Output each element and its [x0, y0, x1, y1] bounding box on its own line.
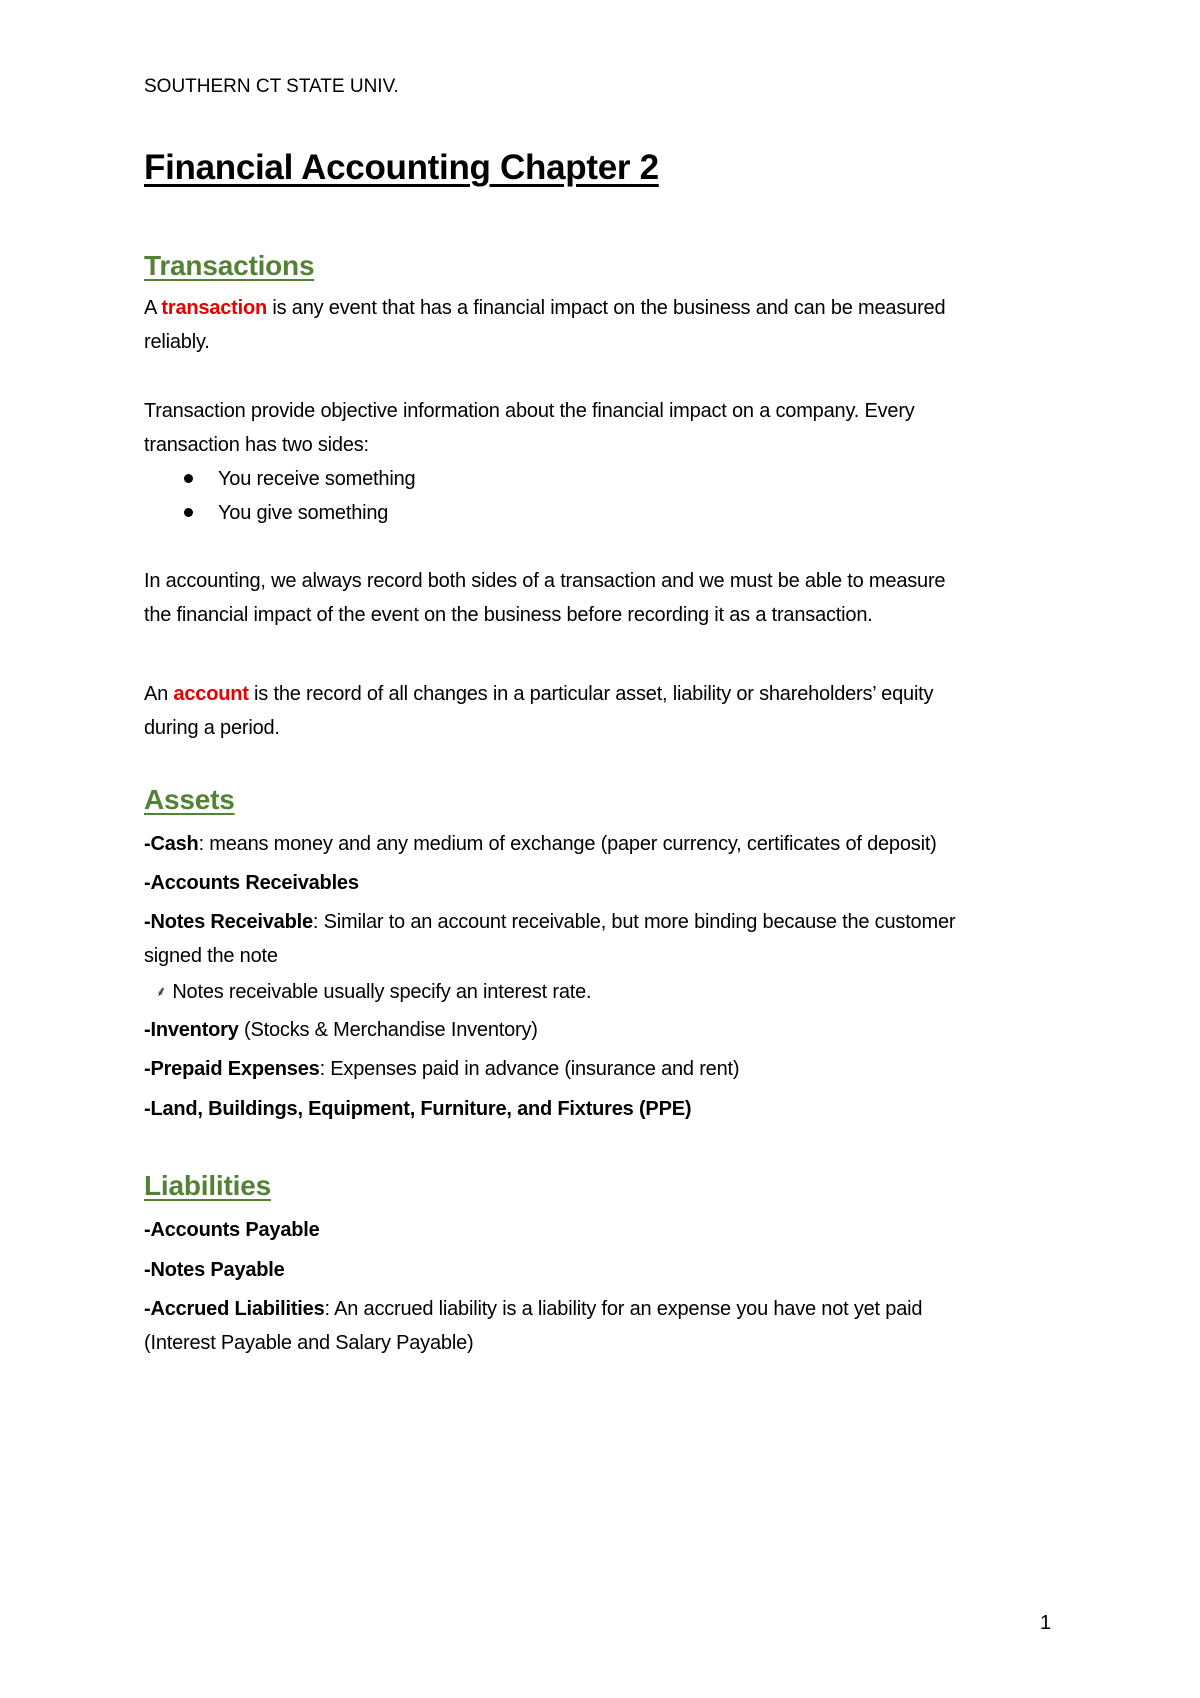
section-heading-transactions: Transactions	[144, 250, 315, 281]
transaction-definition-line2: reliably.	[144, 331, 210, 353]
liability-accrued-line1	[144, 1292, 922, 1326]
transaction-para2-line1: Transaction provide objective information about the financial impact on a company. Every	[144, 400, 915, 422]
liability-notes-payable	[144, 1253, 285, 1287]
liability-text: : An accrued liability is a liability for an expense you have not yet paid	[324, 1298, 923, 1320]
note-icon: ⸙	[156, 983, 167, 999]
transaction-definition-line1	[144, 291, 945, 325]
page-number: 1	[1040, 1612, 1052, 1634]
asset-cash	[144, 827, 937, 861]
bullet-icon	[184, 474, 193, 483]
header-org: SOUTHERN CT STATE UNIV.	[144, 76, 399, 97]
page-title: Financial Accounting Chapter 2	[144, 148, 659, 187]
note-text: Notes receivable usually specify an interest rate.	[172, 981, 592, 1003]
asset-notes-receivable-line2: signed the note	[144, 945, 278, 967]
asset-label: -Notes Receivable	[144, 911, 313, 933]
asset-label: -Accounts Receivables	[144, 872, 359, 894]
asset-accounts-receivable	[144, 866, 359, 900]
asset-inventory	[144, 1013, 538, 1047]
bullet-label: You give something	[218, 502, 389, 524]
liability-label: -Notes Payable	[144, 1259, 285, 1281]
asset-text: (Stocks & Merchandise Inventory)	[238, 1019, 538, 1041]
transaction-para2-line2: transaction has two sides:	[144, 434, 369, 456]
text-span: is the record of all changes in a particular asset, liability or shareholders’ equity	[248, 683, 934, 705]
bullet-icon	[184, 508, 193, 517]
section-heading-assets: Assets	[144, 784, 235, 815]
term-account: account	[173, 683, 249, 705]
liability-label: -Accrued Liabilities	[144, 1298, 325, 1320]
transaction-para3-line2: the financial impact of the event on the business before recording it as a transaction.	[144, 604, 873, 626]
account-definition-line2: during a period.	[144, 717, 280, 739]
asset-label: -Inventory	[144, 1019, 239, 1041]
liability-label: -Accounts Payable	[144, 1219, 320, 1241]
account-definition-line1	[144, 677, 933, 711]
transaction-para3-line1: In accounting, we always record both sides of a transaction and we must be able to measure	[144, 570, 946, 592]
text-span: An	[144, 683, 174, 705]
asset-label: -Cash	[144, 833, 199, 855]
asset-ppe	[144, 1092, 691, 1126]
liability-accounts-payable	[144, 1213, 320, 1247]
asset-label: -Land, Buildings, Equipment, Furniture, and Fixtures (PPE)	[144, 1098, 692, 1120]
asset-text: : Similar to an account receivable, but more binding because the customer	[312, 911, 956, 933]
bullet-label: You receive something	[218, 468, 416, 490]
liability-accrued-line2: (Interest Payable and Salary Payable)	[144, 1332, 474, 1354]
term-transaction: transaction	[161, 297, 268, 319]
section-heading-liabilities: Liabilities	[144, 1170, 271, 1201]
asset-prepaid-expenses	[144, 1052, 739, 1086]
asset-text: : means money and any medium of exchange (paper currency, certificates of deposit)	[198, 833, 937, 855]
asset-text: : Expenses paid in advance (insurance and rent)	[319, 1058, 740, 1080]
text-span: A	[144, 297, 162, 319]
asset-notes-receivable-note	[156, 974, 591, 1009]
text-span: is any event that has a financial impact on the business and can be measured	[267, 297, 946, 319]
asset-notes-receivable-line1	[144, 905, 955, 939]
asset-label: -Prepaid Expenses	[144, 1058, 320, 1080]
